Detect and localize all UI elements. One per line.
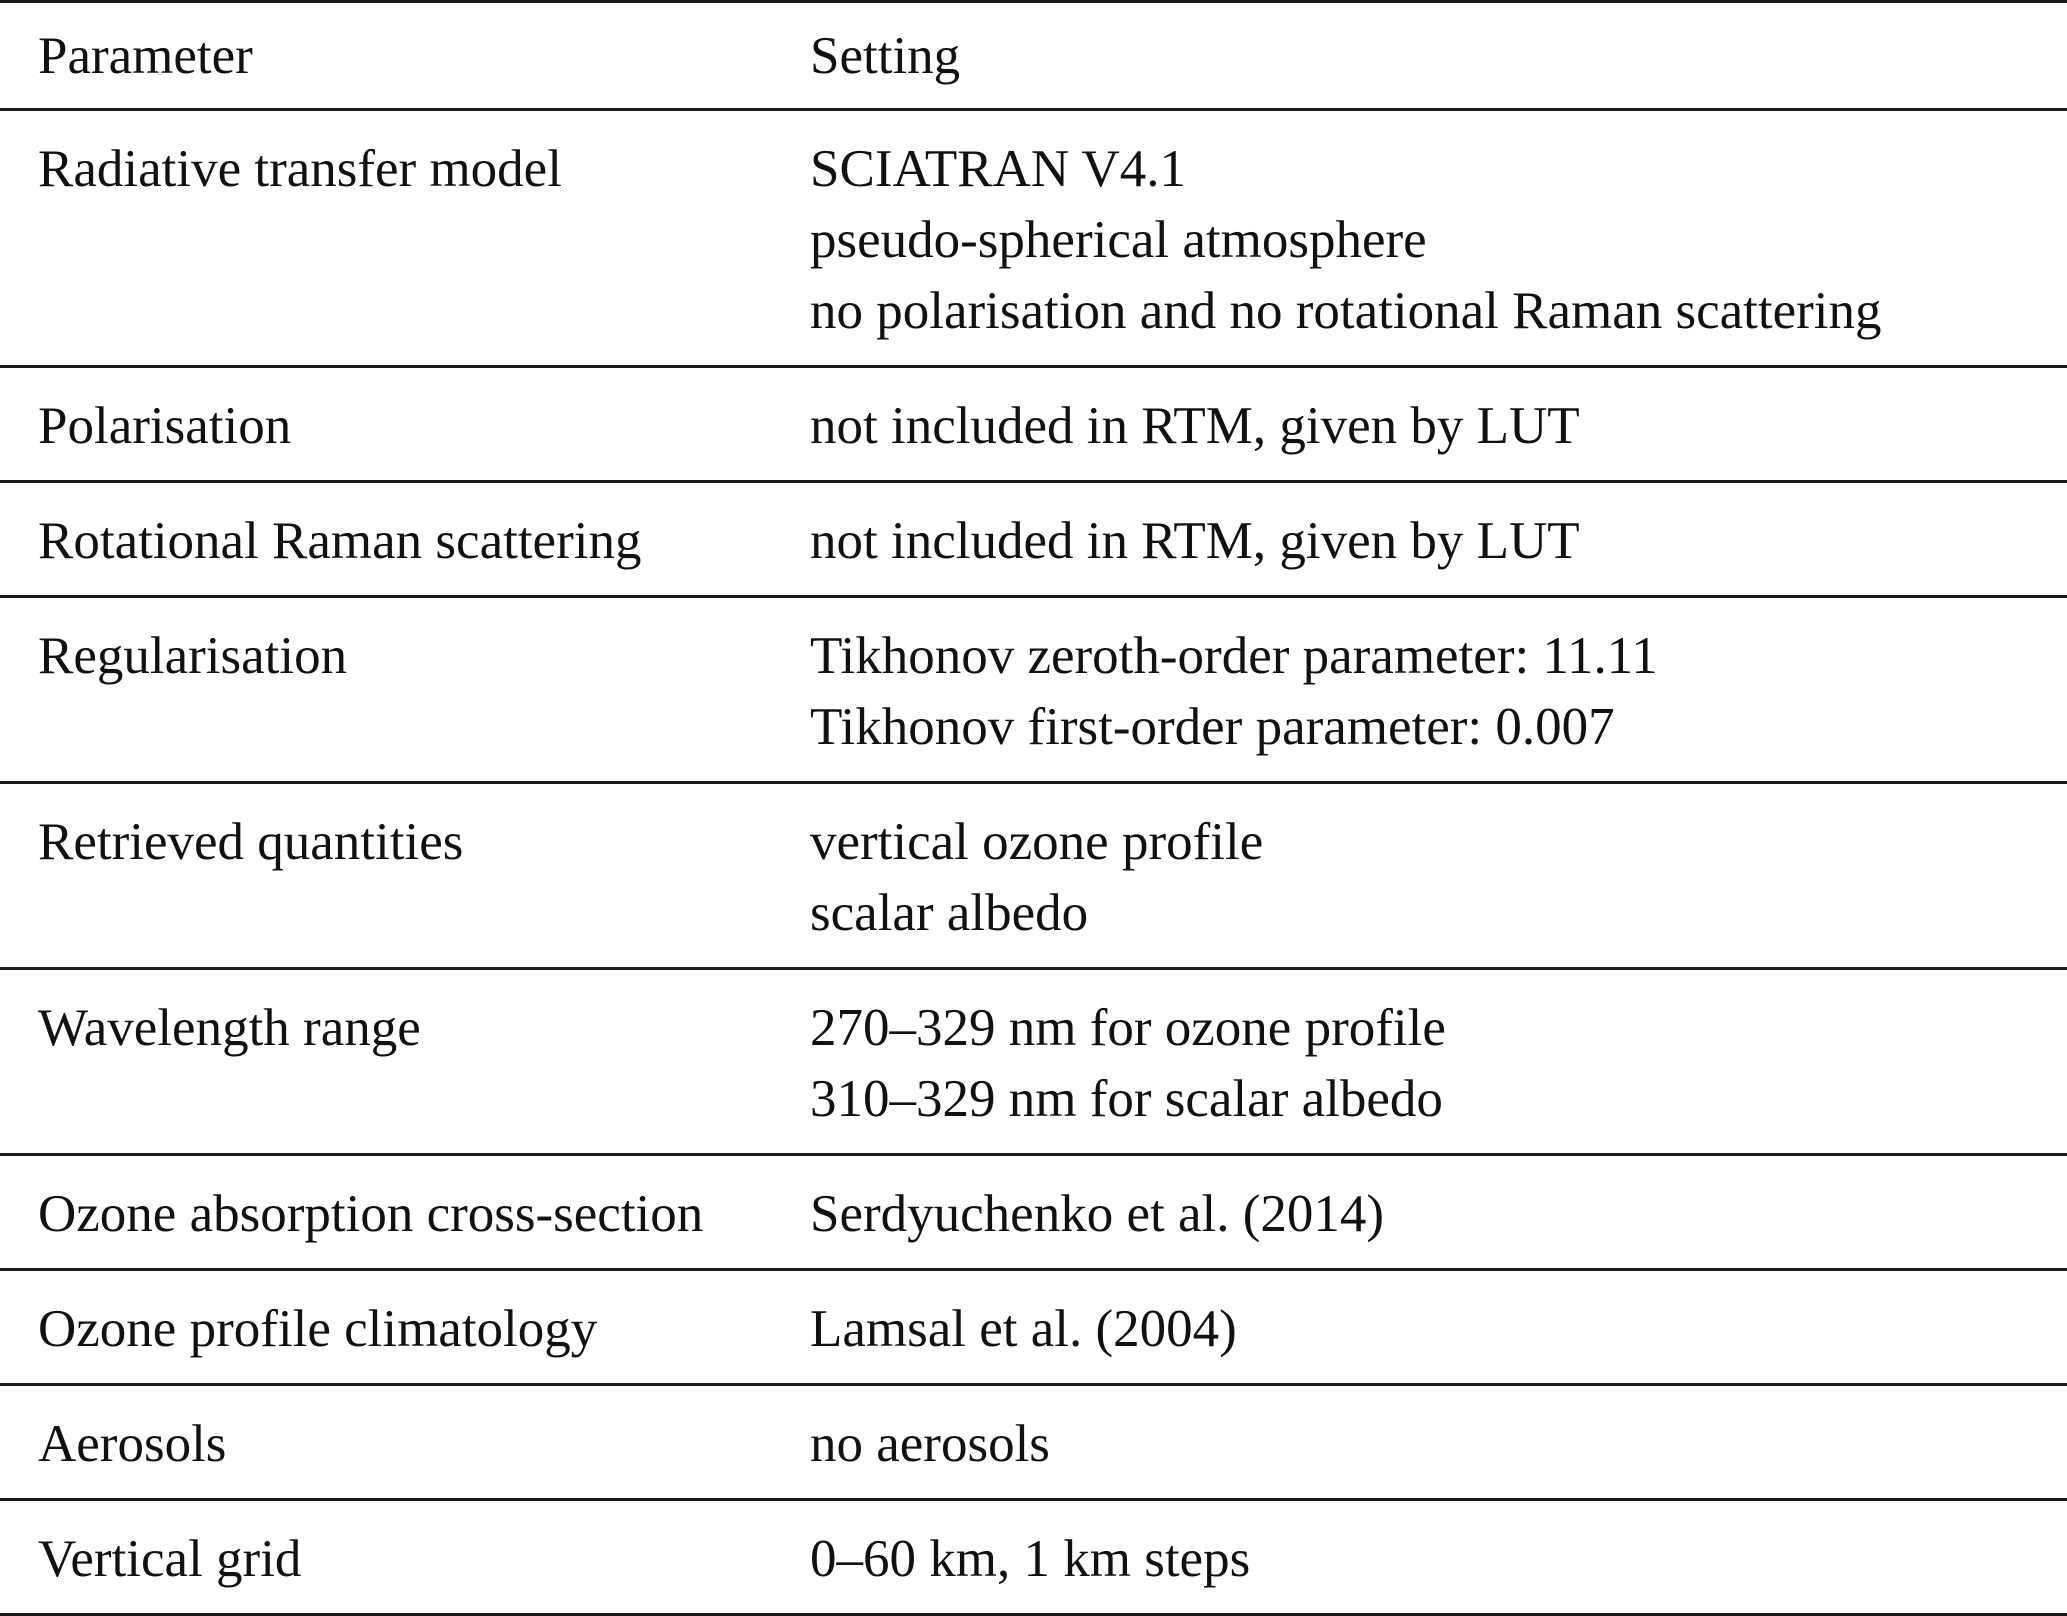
setting-cell [810,807,2067,949]
setting-line: Tikhonov first-order parameter: 0.007 [810,698,1615,756]
parameter-cell: Wavelength range [38,999,421,1057]
table-row [0,111,2067,365]
table-row [0,598,2067,781]
table-row [0,784,2067,967]
table-row [0,1271,2067,1383]
header-setting: Setting [810,27,961,85]
setting-line: not included in RTM, given by LUT [810,512,1580,570]
table-row [0,1156,2067,1268]
setting-cell [810,621,2067,763]
setting-cell [810,134,2067,347]
header-parameter: Parameter [38,27,253,85]
setting-line: 270–329 nm for ozone profile [810,999,1446,1057]
setting-cell [810,506,2067,577]
setting-line: pseudo-spherical atmosphere [810,211,1427,269]
setting-cell [810,1524,2067,1595]
setting-line: Tikhonov zeroth-order parameter: 11.11 [810,627,1658,685]
setting-line: scalar albedo [810,884,1089,942]
setting-line: 310–329 nm for scalar albedo [810,1070,1443,1128]
setting-cell [810,1294,2067,1365]
table-row [0,1386,2067,1498]
parameter-cell: Regularisation [38,627,348,685]
parameter-cell: Polarisation [38,397,292,455]
parameter-cell: Ozone profile climatology [38,1300,598,1358]
setting-cell [810,1179,2067,1250]
table-header-row [0,3,2067,108]
setting-cell [810,391,2067,462]
parameter-cell: Ozone absorption cross-section [38,1185,704,1243]
parameter-cell: Aerosols [38,1415,227,1473]
parameter-cell: Rotational Raman scattering [38,512,642,570]
parameter-cell: Retrieved quantities [38,813,464,871]
table-row [0,483,2067,595]
table-row [0,368,2067,480]
setting-line: SCIATRAN V4.1 [810,140,1186,198]
setting-line: 0–60 km, 1 km steps [810,1530,1251,1588]
setting-line: Lamsal et al. (2004) [810,1300,1237,1358]
table-row [0,970,2067,1153]
setting-line: vertical ozone profile [810,813,1264,871]
setting-line: no polarisation and no rotational Raman scattering [810,282,1882,340]
setting-line: Serdyuchenko et al. (2014) [810,1185,1384,1243]
setting-line: no aerosols [810,1415,1050,1473]
setting-cell [810,1409,2067,1480]
setting-line: not included in RTM, given by LUT [810,397,1580,455]
parameter-cell: Radiative transfer model [38,140,562,198]
parameter-cell: Vertical grid [38,1530,302,1588]
setting-cell [810,993,2067,1135]
table-row [0,1501,2067,1613]
table-body [0,111,2067,1616]
